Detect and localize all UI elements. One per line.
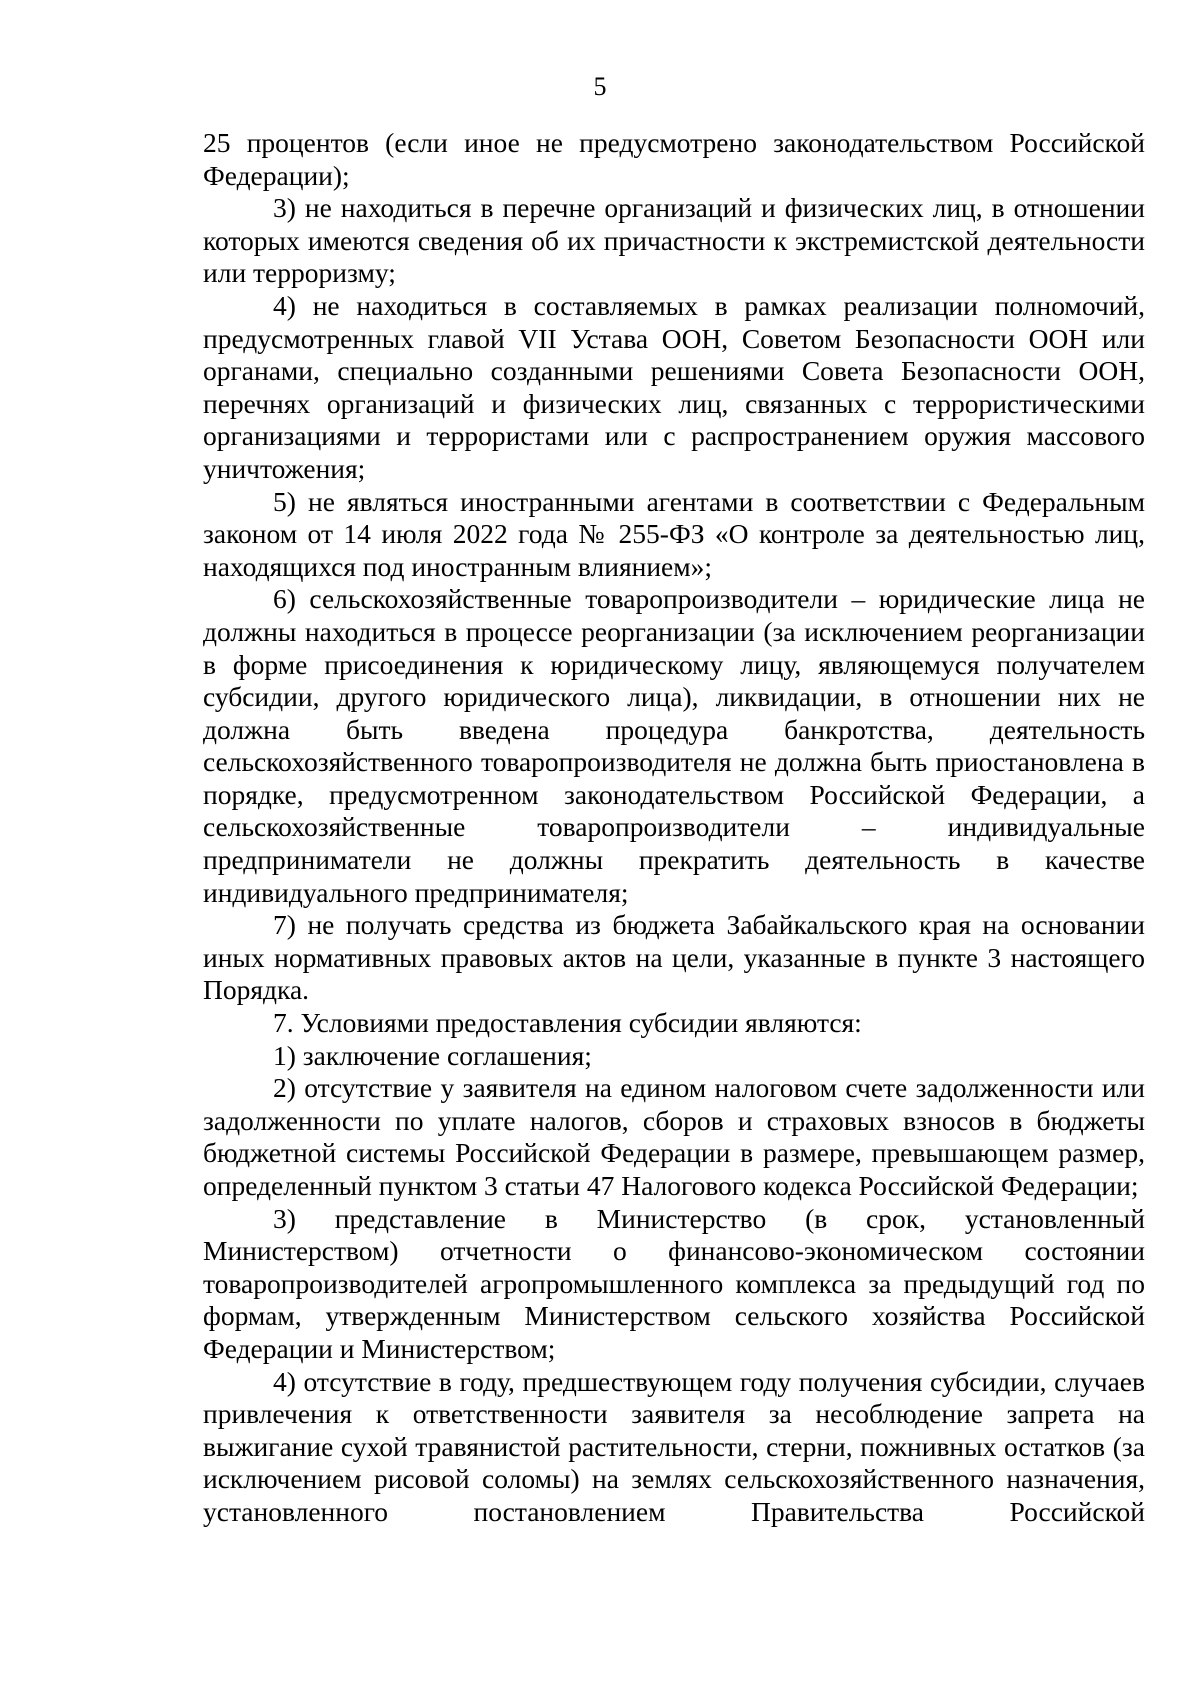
paragraph: 1) заключение соглашения;: [273, 1039, 592, 1071]
paragraph: 2) отсутствие у заявителя на едином налоговом счете задолженности или задолженности по уплате налогов, сборов и страховых взносов в бюджеты бюджетной системы Российской Федерации в размере, превышающем размер, определенный пунктом 3 статьи 47 Налогового кодекса Российской Федерации;: [203, 1072, 1145, 1201]
paragraph: 3) представление в Министерство (в срок, установленный Министерством) отчетности о финансово-экономическом состоянии товаропроизводителей агропромышленного комплекса за предыдущий год по формам, утвержденным Министерством сельского хозяйства Российской Федерации и Министерством;: [203, 1202, 1145, 1364]
page-number: 5: [593, 72, 607, 101]
paragraph: 5) не являться иностранными агентами в соответствии с Федеральным законом от 14 июля 2022 года № 255-ФЗ «О контроле за деятельностью лиц, находящихся под иностранным влиянием»;: [203, 485, 1145, 582]
document-body: [203, 127, 1145, 1529]
paragraph: 3) не находиться в перечне организаций и физических лиц, в отношении которых имеются сведения об их причастности к экстремистской деятельности или терроризму;: [203, 192, 1145, 289]
paragraph: 7) не получать средства из бюджета Забайкальского края на основании иных нормативных правовых актов на цели, указанные в пункте 3 настоящего Порядка.: [203, 909, 1145, 1006]
paragraph-continued: 4) отсутствие в году, предшествующем году получения субсидии, случаев привлечения к ответственности заявителя за несоблюдение запрета на выжигание сухой травянистой растительности, стерни, пожнивных остатков (за исключением рисовой соломы) на землях сельскохозяйственного назначения, установленного постановлением Правительства Российской: [203, 1365, 1145, 1527]
paragraph: 4) не находиться в составляемых в рамках реализации полномочий, предусмотренных главой VII Устава ООН, Советом Безопасности ООН или органами, специально созданными решениями Совета Безопасности ООН, перечнях организаций и физических лиц, связанных с террористическими организациями и террористами или с распространением оружия массового уничтожения;: [203, 289, 1145, 484]
paragraph: 25 процентов (если иное не предусмотрено законодательством Российской Федерации);: [203, 127, 1145, 191]
paragraph: 7. Условиями предоставления субсидии являются:: [273, 1007, 862, 1039]
paragraph: 6) сельскохозяйственные товаропроизводители – юридические лица не должны находиться в процессе реорганизации (за исключением реорганизации в форме присоединения к юридическому лицу, являющемуся получателем субсидии, другого юридического лица), ликвидации, в отношении них не должна быть введена процедура банкротства, деятельность сельскохозяйственного товаропроизводителя не должна быть приостановлена в порядке, предусмотренном законодательством Российской Федерации, а сельскохозяйственные товаропроизводители – индивидуальные предприниматели не должны прекратить деятельность в качестве индивидуального предпринимателя;: [203, 583, 1145, 908]
